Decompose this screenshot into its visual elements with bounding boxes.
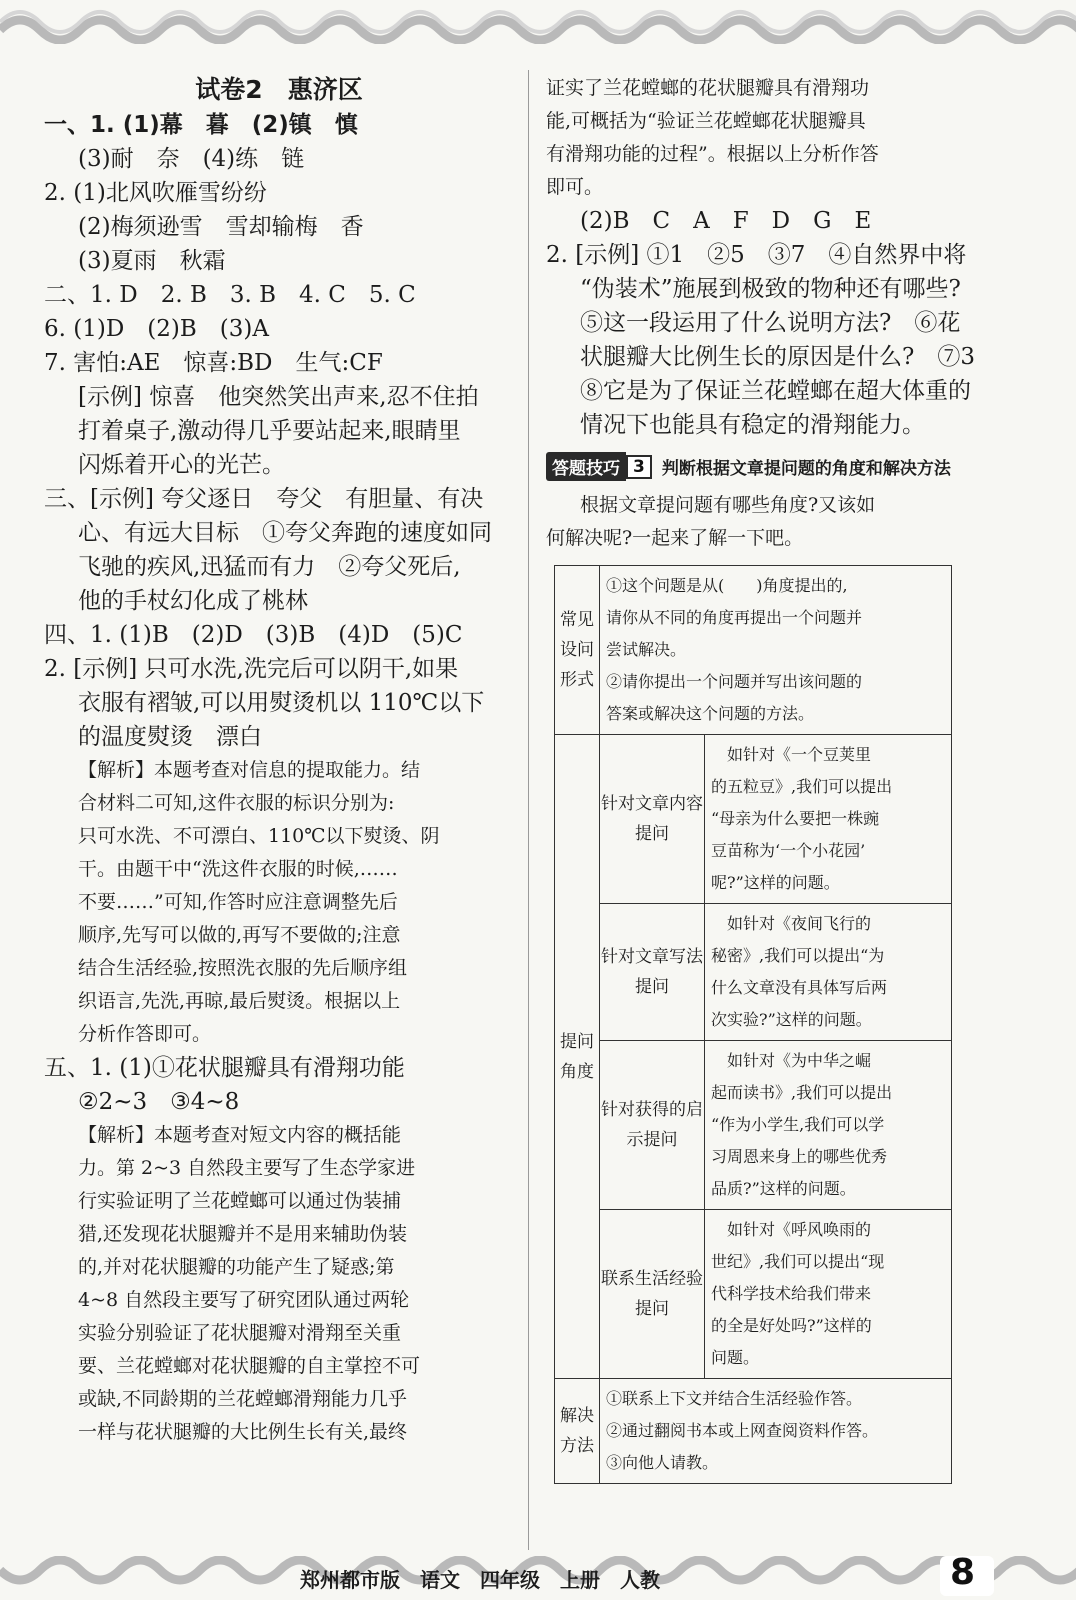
analysis-line: 合材料二可知,这件衣服的标识分别为: (78, 792, 395, 814)
top-wave-border (0, 0, 1076, 44)
answer-line: 闪烁着开心的光芒。 (78, 452, 285, 478)
solve-cell: ①联系上下文并结合生活经验作答。 ②通过翻阅书本或上网查阅资料作答。 ③向他人请教。 (600, 1379, 952, 1484)
analysis-line: 猎,还发现花状腿瓣并不是用来辅助伪装 (78, 1223, 408, 1245)
column-divider (528, 70, 529, 1550)
tip-label: 答题技巧 (546, 452, 626, 481)
answer-line: 五、1. (1)①花状腿瓣具有滑翔功能 (44, 1055, 405, 1081)
answer-line: 四、1. (1)B (2)D (3)B (4)D (5)C (44, 622, 463, 648)
angle-name: 针对获得的启示提问 (600, 1041, 705, 1210)
tip-number: 3 (626, 455, 652, 479)
angle-name: 针对文章内容提问 (600, 735, 705, 904)
answer-line: 衣服有褶皱,可以用熨烫机以 110℃以下 (78, 690, 485, 716)
analysis-line: 的,并对花状腿瓣的功能产生了疑惑;第 (78, 1256, 395, 1278)
analysis-line: 结合生活经验,按照洗衣服的先后顺序组 (78, 957, 408, 979)
answer-line: ⑧它是为了保证兰花螳螂在超大体重的 (580, 378, 971, 404)
answer-line: 2. (1)北风吹雁雪纷纷 (44, 180, 267, 206)
angle-name: 联系生活经验提问 (600, 1210, 705, 1379)
tip-intro-line: 根据文章提问题有哪些角度?又该如 (580, 494, 876, 516)
answer-line: 他的手杖幻化成了桃林 (78, 588, 308, 614)
answer-line: 2. [示例] 只可水洗,洗完后可以阴干,如果 (44, 656, 459, 682)
answer-line: 状腿瓣大比例生长的原因是什么? ⑦3 (580, 344, 975, 370)
answer-line: “伪装术”施展到极致的物种还有哪些? (580, 276, 961, 302)
answer-line: 7. 害怕:AE 惊喜:BD 生气:CF (44, 350, 383, 376)
analysis-line: 一样与花状腿瓣的大比例生长有关,最终 (78, 1421, 408, 1443)
analysis-line: 实验分别验证了花状腿瓣对滑翔至关重 (78, 1322, 402, 1344)
analysis-line: 干。由题干中“洗这件衣服的时候,…… (78, 858, 398, 880)
solve-header: 解决方法 (555, 1379, 600, 1484)
answer-line: 心、有远大目标 ①夸父奔跑的速度如同 (78, 520, 492, 546)
analysis-line: 织语言,先洗,再晾,最后熨烫。根据以上 (78, 990, 401, 1012)
forms-cell: ①这个问题是从( )角度提出的, 请你从不同的角度再提出一个问题并 尝试解决。 ②请你提出一个问题并写出该问题的 答案或解决这个问题的方法。 (600, 566, 952, 735)
analysis-line: 力。第 2~3 自然段主要写了生态学家进 (78, 1157, 416, 1179)
angle-text: 如针对《为中华之崛 起而读书》,我们可以提出 “作为小学生,我们可以学 习周恩来身上的哪些优秀 品质?”这样的问题。 (705, 1041, 952, 1210)
forms-header: 常见设问形式 (555, 566, 600, 735)
angle-text: 如针对《一个豆荚里 的五粒豆》,我们可以提出 “母亲为什么要把一株豌 豆苗称为‘一个小花园’ 呢?”这样的问题。 (705, 735, 952, 904)
answer-line: 一、1. (1)幕 暮 (2)镇 慎 (44, 112, 358, 138)
analysis-line: 不要……”可知,作答时应注意调整先后 (78, 891, 398, 913)
answer-line: ⑤这一段运用了什么说明方法? ⑥花 (580, 310, 961, 336)
analysis-line: 【解析】本题考查对信息的提取能力。结 (78, 759, 421, 781)
angle-name: 针对文章写法提问 (600, 904, 705, 1041)
analysis-line: 即可。 (546, 176, 604, 198)
analysis-line: 要、兰花螳螂对花状腿瓣的自主掌控不可 (78, 1355, 421, 1377)
page-number: 8 (950, 1552, 976, 1593)
answer-line: 打着桌子,激动得几乎要站起来,眼睛里 (78, 418, 461, 444)
answer-line: 的温度熨烫 漂白 (78, 724, 262, 750)
tip-title: 判断根据文章提问题的角度和解决方法 (661, 459, 951, 479)
answer-line: [示例] 惊喜 他突然笑出声来,忍不住拍 (78, 384, 479, 410)
answer-line: ②2~3 ③4~8 (78, 1089, 240, 1115)
answer-line: (3)耐 奈 (4)练 链 (78, 146, 305, 172)
question-method-table (554, 565, 952, 1484)
tip-header (546, 452, 998, 481)
analysis-line: 分析作答即可。 (78, 1023, 212, 1045)
answer-line: 情况下也能具有稳定的滑翔能力。 (580, 412, 925, 438)
left-column (44, 72, 514, 1449)
analysis-line: 只可水洗、不可漂白、110℃以下熨烫、阴 (78, 825, 440, 847)
answer-line: 飞驰的疾风,迅猛而有力 ②夸父死后, (78, 554, 461, 580)
answer-line: 6. (1)D (2)B (3)A (44, 316, 269, 342)
analysis-line: 或缺,不同龄期的兰花螳螂滑翔能力几乎 (78, 1388, 408, 1410)
answer-line: (3)夏雨 秋霜 (78, 248, 226, 274)
angle-text: 如针对《夜间飞行的 秘密》,我们可以提出“为 什么文章没有具体写后两 次实验?”这样的问题。 (705, 904, 952, 1041)
answer-line: (2)梅须逊雪 雪却输梅 香 (78, 214, 364, 240)
analysis-line: 证实了兰花螳螂的花状腿瓣具有滑翔功 (546, 77, 870, 99)
analysis-line: 【解析】本题考查对短文内容的概括能 (78, 1124, 402, 1146)
answer-line: 二、1. D 2. B 3. B 4. C 5. C (44, 282, 416, 308)
analysis-line: 有滑翔功能的过程”。根据以上分析作答 (546, 143, 879, 165)
answer-line: 三、[示例] 夸父逐日 夸父 有胆量、有决 (44, 486, 484, 512)
angle-text: 如针对《呼风唤雨的 世纪》,我们可以提出“现 代科学技术给我们带来 的全是好处吗?”这样的 问题。 (705, 1210, 952, 1379)
analysis-line: 行实验证明了兰花螳螂可以通过伪装捕 (78, 1190, 402, 1212)
answer-line: 2. [示例] ①1 ②5 ③7 ④自然界中将 (546, 242, 967, 268)
tip-intro-line: 何解决呢?一起来了解一下吧。 (546, 527, 804, 549)
exam-title: 试卷2 惠济区 (195, 75, 363, 104)
answer-line: (2)B C A F D G E (580, 208, 872, 234)
page-footer: 郑州都市版 语文 四年级 上册 人教 (300, 1568, 660, 1592)
analysis-line: 能,可概括为“验证兰花螳螂花状腿瓣具 (546, 110, 866, 132)
analysis-line: 4~8 自然段主要写了研究团队通过两轮 (78, 1289, 410, 1311)
angles-header: 提问角度 (555, 735, 600, 1379)
right-column (546, 72, 998, 1484)
analysis-line: 顺序,先写可以做的,再写不要做的;注意 (78, 924, 401, 946)
